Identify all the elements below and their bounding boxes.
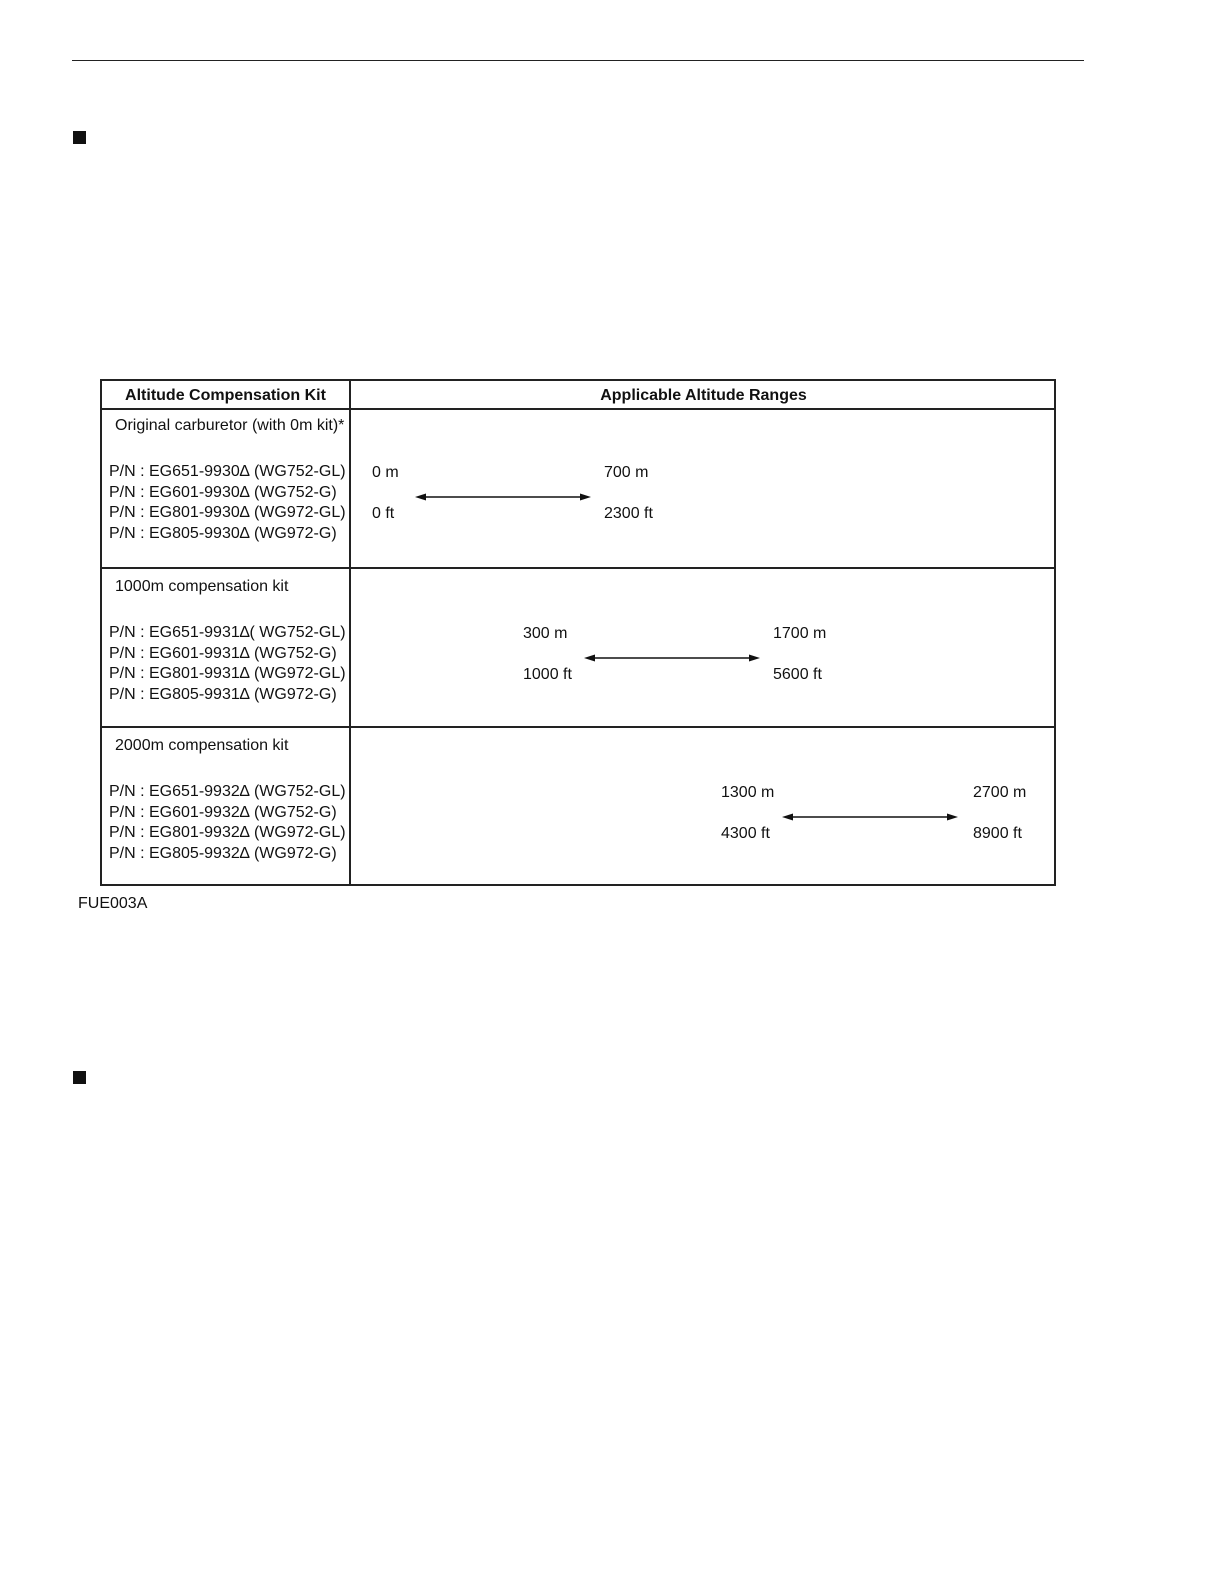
part-number: P/N : EG601-9932∆ (WG752-G) xyxy=(109,803,337,821)
kit-name-original: Original carburetor (with 0m kit)* xyxy=(115,417,345,434)
section-bullet-icon xyxy=(73,131,86,144)
range-high-ft: 8900 ft xyxy=(973,825,1022,842)
section-bullet-icon xyxy=(73,1071,86,1084)
range-low-m: 0 m xyxy=(372,464,399,481)
part-number: P/N : EG651-9932∆ (WG752-GL) xyxy=(109,783,346,800)
column-divider xyxy=(349,381,351,884)
range-arrow-icon xyxy=(584,652,760,664)
range-high-ft: 5600 ft xyxy=(773,666,822,683)
range-high-m: 2700 m xyxy=(973,784,1027,801)
part-number: P/N : EG601-9931∆ (WG752-G) xyxy=(109,644,337,662)
range-low-ft: 0 ft xyxy=(372,505,395,522)
range-arrow-icon xyxy=(415,491,591,503)
header-kit: Altitude Compensation Kit xyxy=(125,387,326,404)
range-high-m: 700 m xyxy=(604,464,649,481)
figure-code: FUE003A xyxy=(78,895,148,912)
row-divider xyxy=(102,726,1054,728)
part-number: P/N : EG801-9930∆ (WG972-GL) xyxy=(109,504,346,522)
part-number: P/N : EG651-9931∆( WG752-GL) xyxy=(109,624,346,641)
altitude-compensation-table xyxy=(100,379,1056,886)
part-number: P/N : EG651-9930∆ (WG752-GL) xyxy=(109,463,346,480)
header-rule xyxy=(72,60,1084,61)
part-number: P/N : EG801-9932∆ (WG972-GL) xyxy=(109,824,346,842)
range-high-ft: 2300 ft xyxy=(604,505,653,522)
part-number: P/N : EG805-9932∆ (WG972-G) xyxy=(109,845,337,863)
part-number: P/N : EG805-9930∆ (WG972-G) xyxy=(109,525,337,543)
part-number: P/N : EG601-9930∆ (WG752-G) xyxy=(109,483,337,501)
part-number-list-2000m xyxy=(109,782,346,865)
header-divider xyxy=(102,408,1054,410)
range-low-ft: 4300 ft xyxy=(721,825,770,842)
range-high-m: 1700 m xyxy=(773,625,827,642)
kit-name-2000m: 2000m compensation kit xyxy=(115,737,289,754)
range-arrow-icon xyxy=(782,811,958,823)
kit-name-1000m: 1000m compensation kit xyxy=(115,578,289,595)
range-low-ft: 1000 ft xyxy=(523,666,572,683)
part-number-list-1000m xyxy=(109,623,346,706)
part-number: P/N : EG805-9931∆ (WG972-G) xyxy=(109,686,337,704)
row-divider xyxy=(102,567,1054,569)
part-number-list-original xyxy=(109,462,346,545)
header-range: Applicable Altitude Ranges xyxy=(600,387,807,404)
range-low-m: 1300 m xyxy=(721,784,775,801)
part-number: P/N : EG801-9931∆ (WG972-GL) xyxy=(109,665,346,683)
range-low-m: 300 m xyxy=(523,625,568,642)
